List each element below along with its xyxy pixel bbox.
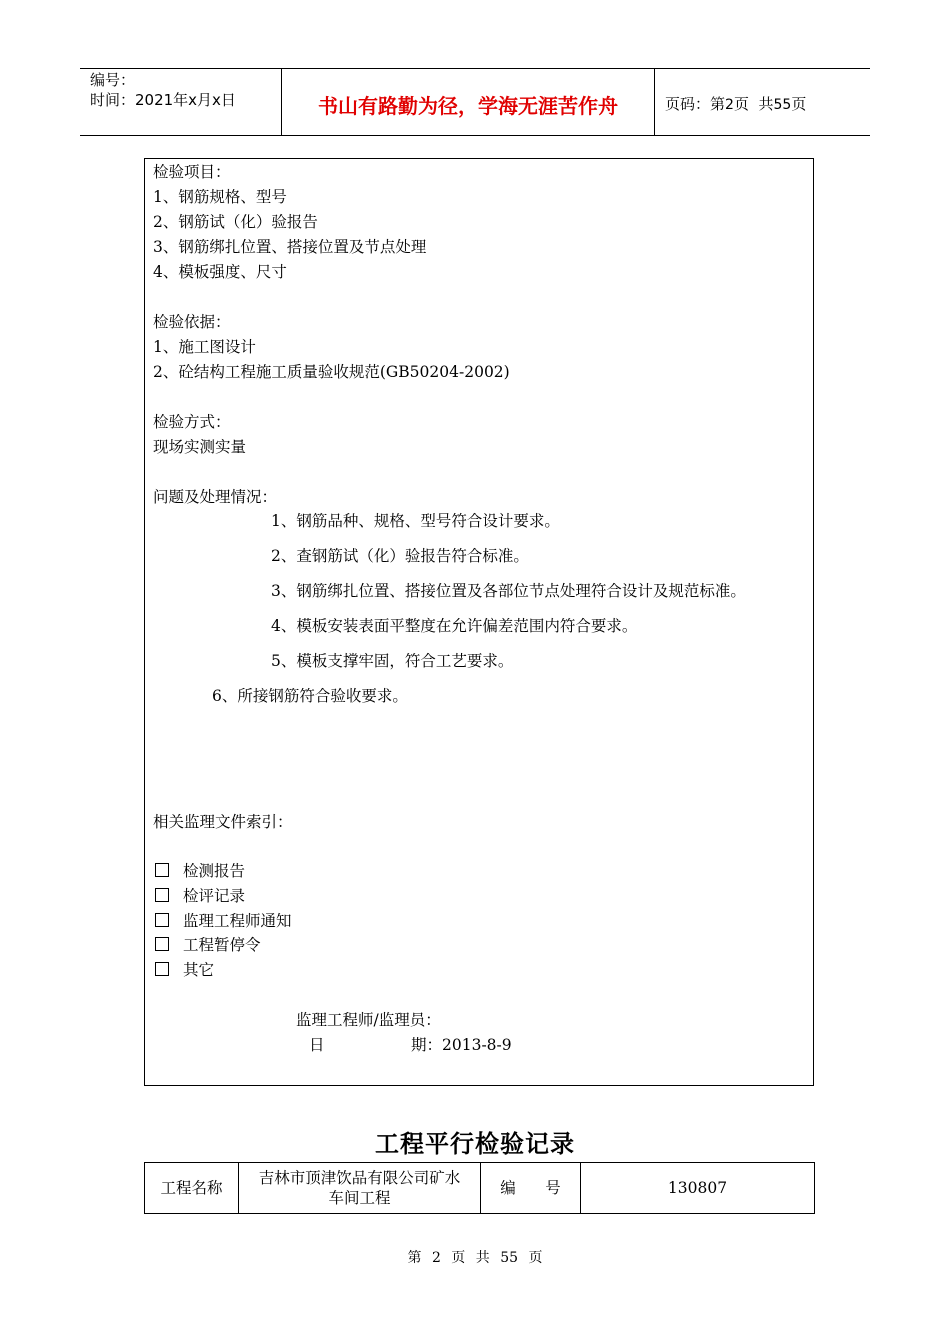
- doc-option[interactable]: [155, 911, 292, 931]
- issue-item: 5、模板支撑牢固，符合工艺要求。: [271, 652, 514, 670]
- header-page-info: [665, 93, 806, 114]
- header-top-rule: [80, 68, 870, 69]
- checkbox-icon[interactable]: [155, 888, 169, 902]
- date-value: 期：2013-8-9: [411, 1036, 512, 1054]
- issue-item: 3、钢筋绑扎位置、搭接位置及各部位节点处理符合设计及规范标准。: [271, 582, 746, 600]
- doc-option-label: 工程暂停令: [183, 936, 261, 954]
- items-title: 检验项目：: [153, 163, 231, 181]
- checkbox-icon[interactable]: [155, 863, 169, 877]
- form-title: 工程平行检验记录: [375, 1130, 575, 1158]
- checkbox-icon[interactable]: [155, 913, 169, 927]
- doc-option[interactable]: [155, 886, 245, 906]
- doc-option[interactable]: [155, 935, 261, 955]
- page-suffix: 页: [791, 95, 807, 113]
- doc-option-label: 检评记录: [183, 887, 246, 905]
- page-number: 2: [725, 97, 734, 113]
- header-time-label: 时间：2021年x月x日: [90, 91, 236, 109]
- header-slogan: 书山有路勤为径，学海无涯苦作舟: [318, 94, 618, 118]
- basis-item: 1、施工图设计: [153, 338, 256, 356]
- page-total: 55: [773, 97, 792, 113]
- issue-item: 1、钢筋品种、规格、型号符合设计要求。: [271, 512, 560, 530]
- page-mid: 页 共: [733, 95, 774, 113]
- header-divider-2: [654, 68, 655, 136]
- header-divider-1: [281, 68, 282, 136]
- page-prefix: 页码：第: [665, 95, 726, 113]
- basis-title: 检验依据：: [153, 313, 231, 331]
- doc-option-label: 检测报告: [183, 862, 246, 880]
- number-value: 130807: [581, 1163, 815, 1214]
- method-title: 检验方式：: [153, 413, 231, 431]
- method-value: 现场实测实量: [153, 438, 247, 456]
- issues-title: 问题及处理情况：: [153, 488, 278, 506]
- doc-option-label: 其它: [183, 961, 215, 979]
- docs-title: 相关监理文件索引：: [153, 813, 293, 831]
- project-name-label: 工程名称: [145, 1163, 239, 1214]
- header-number-label: 编号：: [90, 71, 136, 89]
- checkbox-icon[interactable]: [155, 937, 169, 951]
- page-footer: 第 2 页 共 55 页: [407, 1250, 543, 1266]
- project-name-value: [239, 1163, 481, 1214]
- inspection-item: 3、钢筋绑扎位置、搭接位置及节点处理: [153, 238, 427, 256]
- doc-option-label: 监理工程师通知: [183, 912, 292, 930]
- number-label: 编 号: [481, 1163, 581, 1214]
- checkbox-icon[interactable]: [155, 962, 169, 976]
- basis-item: 2、砼结构工程施工质量验收规范(GB50204-2002): [153, 363, 510, 381]
- project-name-line: 吉林市顶津饮品有限公司矿水: [258, 1169, 461, 1187]
- inspection-item: 1、钢筋规格、型号: [153, 188, 287, 206]
- issue-item: 2、查钢筋试（化）验报告符合标准。: [271, 547, 529, 565]
- date-label-char: 日: [309, 1036, 325, 1054]
- project-info-table: [144, 1162, 815, 1214]
- inspection-item: 2、钢筋试（化）验报告: [153, 213, 318, 231]
- header-meta: [90, 70, 236, 110]
- doc-option[interactable]: [155, 960, 214, 980]
- issue-item: 4、模板安装表面平整度在允许偏差范围内符合要求。: [271, 617, 638, 635]
- issue-item: 6、所接钢筋符合验收要求。: [212, 687, 408, 705]
- header-bottom-rule: [80, 135, 870, 136]
- signer-label: 监理工程师/监理员：: [296, 1011, 441, 1029]
- project-name-line: 车间工程: [328, 1189, 391, 1207]
- doc-option[interactable]: [155, 861, 245, 881]
- inspection-item: 4、模板强度、尺寸: [153, 263, 287, 281]
